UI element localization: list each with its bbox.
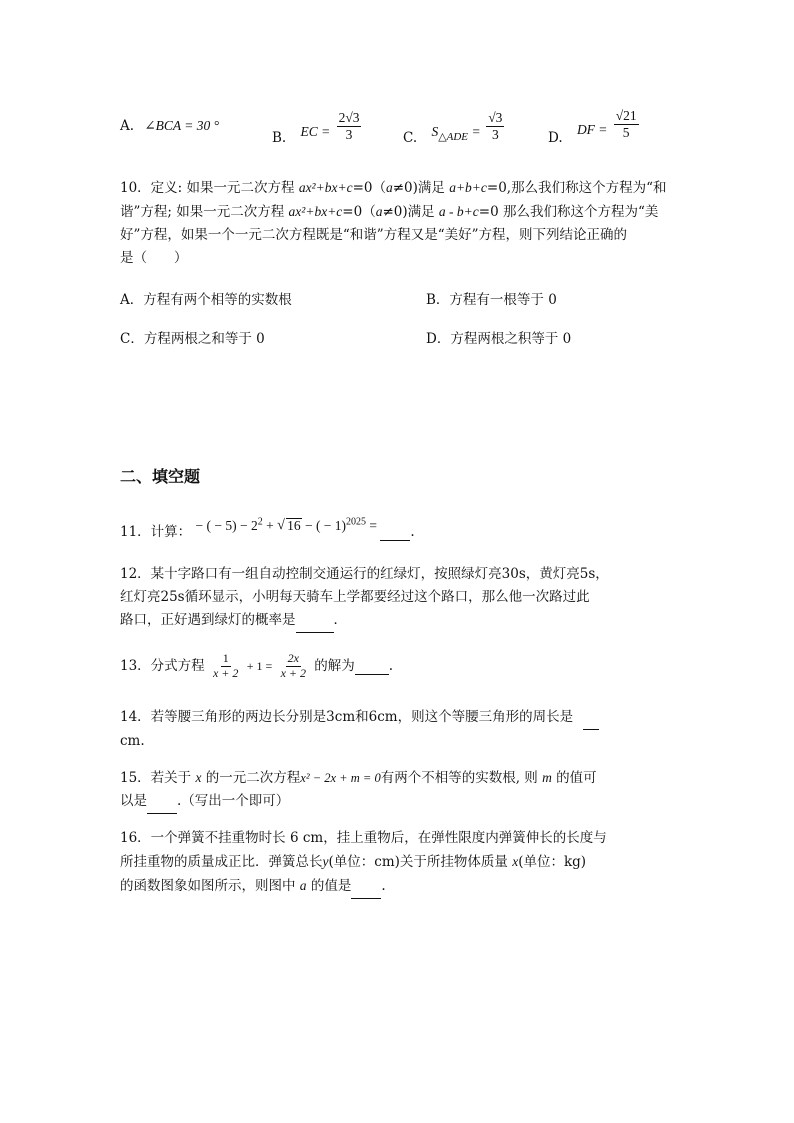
q9-option-c-equals: = [472,123,480,139]
q16-line-1: 16．一个弹簧不挂重物时长 6 cm，挂上重物后，在弹性限度内弹簧伸长的长度与 [120,830,607,846]
q10-option-c: C．方程两根之和等于 0 [120,331,265,347]
question-13: 13．分式方程 $\frac{1}{x + 2}$ + 1 = $\frac{2x}{x + 2}$ 的解为 . [120,651,394,680]
q12-line-1: 12．某十字路口有一组自动控制交通运行的红绿灯，按照绿灯亮30s，黄灯亮5s， [120,566,609,582]
question-14 [120,706,680,753]
q10-option-a: A．方程有两个相等的实数根 [120,292,292,308]
q12-line-2: 红灯亮25s循环显示，小明每天骑车上学都要经过这个路口，那么他一次路过此 [120,589,590,605]
q10-line-4: 是（ ） [120,250,188,266]
q13-suffix: 的解为 [314,657,355,674]
q15-line-1: 15．若关于 x 的一元二次方程x² − 2x + m = 0有两个不相等的实数根, 则 m 的值可 [120,770,597,786]
q9-option-c [403,110,506,146]
q16-line-3: 的函数图象如图所示，则图中 a 的值是 . [120,874,680,899]
q13-middle: + 1 = [246,658,273,673]
q9-option-c-s: S [431,123,439,139]
q11-prefix: 11．计算： [120,524,192,540]
q9-option-b [272,110,363,146]
q13-prefix: 13．分式方程 [120,657,205,674]
q9-option-c-label: C. [403,129,418,146]
q13-fraction-2: $\frac{2x}{x + 2}$ [280,651,306,680]
q9-option-a-expr: ∠BCA = 30 ° [144,118,220,133]
q9-option-d-lhs: DF = [576,121,608,137]
q11-answer-blank[interactable] [380,524,410,541]
q11-suffix: . [410,524,415,540]
q9-option-d-label: D. [548,129,563,146]
q12-line-3: 路口，正好遇到绿灯的概率是 ． [120,609,680,633]
q9-option-b-fraction [337,110,362,142]
q9-option-d-fraction [614,108,639,140]
q16-line-2: 所挂重物的质量成正比．弹簧总长y(单位：cm)关于所挂物体质量 x(单位：kg) [120,854,587,870]
q14-answer-blank[interactable] [583,706,599,730]
q10-line-2: 谐”方程; 如果一元二次方程 ax²+bx+c=0（a≠0)满足 a - b+c=0 那么我们称这个方程为“美 [120,204,659,220]
q13-answer-blank[interactable] [355,658,389,675]
q9-option-b-denominator: 3 [345,126,353,142]
q14-line-2: cm. [120,733,145,749]
question-11 [120,514,415,540]
q9-option-c-denominator: 3 [491,126,499,142]
q9-option-c-subscript: △ADE [438,130,469,143]
q9-option-a-label: A. [120,118,135,134]
q10-option-b: B．方程有一根等于 0 [426,292,557,308]
q10-line-3: 好”方程，如果一个一元二次方程既是“和谐”方程又是“美好”方程，则下列结论正确的 [120,227,628,243]
q16-answer-blank[interactable] [351,875,381,899]
q9-option-c-numerator: √3 [488,110,503,125]
q15-line-2: 以是 .（写出一个即可） [120,790,680,814]
q14-line-1: 14．若等腰三角形的两边长分别是3cm和6cm，则这个等腰三角形的周长是 [120,706,680,730]
q15-answer-blank[interactable] [147,790,177,814]
q10-line-1: 10．定义: 如果一元二次方程 ax²+bx+c=0（a≠0)满足 a+b+c=0,那么我们称这个方程为“和 [120,180,667,196]
section-title-fill-in: 二、填空题 [120,467,201,486]
q9-option-a [120,118,219,134]
q9-option-b-label: B. [272,129,287,146]
q9-option-d-numerator: √21 [615,108,637,123]
question-16 [120,827,680,899]
question-12 [120,563,680,633]
question-10 [120,176,680,270]
question-15 [120,766,680,814]
q12-answer-blank[interactable] [296,609,334,633]
q10-option-d: D．方程两根之积等于 0 [426,331,572,347]
q9-option-b-lhs: EC = [300,123,331,139]
q11-expression: − ( − $5) - 2^2$ + √ 16 − ( − 1)$^{2025}$ = [195,516,378,533]
q9-option-d [548,108,641,146]
q13-fraction-1: $\frac{1}{x + 2}$ [212,651,239,680]
q9-option-c-fraction [486,110,504,142]
q9-option-b-numerator: 2√3 [338,110,360,125]
q9-option-d-denominator: 5 [622,124,630,140]
